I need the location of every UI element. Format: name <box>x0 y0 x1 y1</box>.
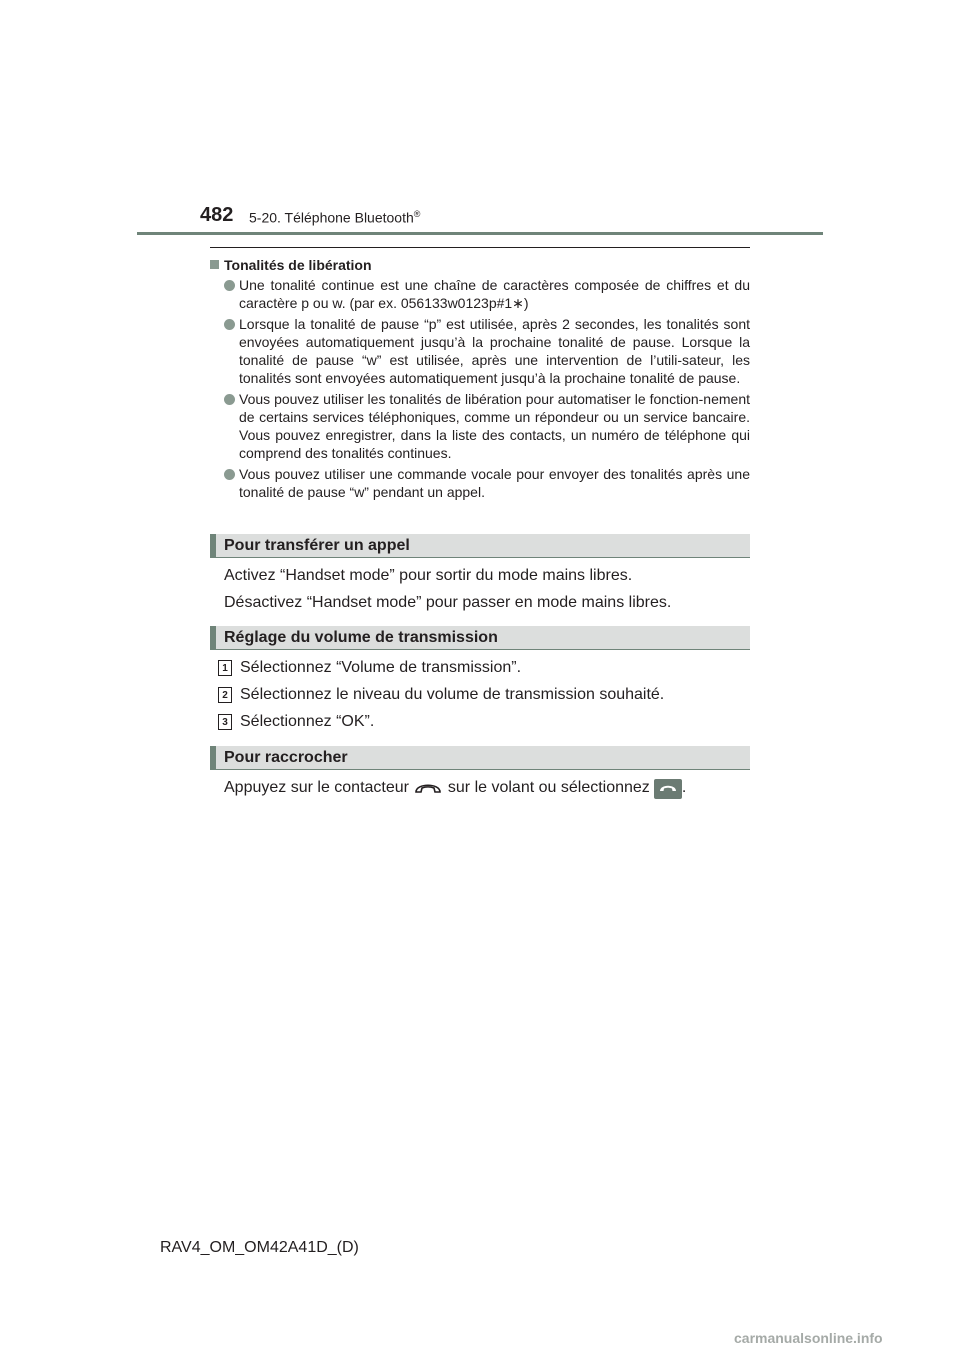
list-item <box>224 465 750 501</box>
step-text: Sélectionnez “Volume de transmission”. <box>240 659 522 676</box>
step-number-badge: 1 <box>218 660 232 676</box>
list-item-text: Une tonalité continue est une chaîne de caractères composée de chiffres et du caractère p ou w. (par ex. 056133w0123p#1∗) <box>239 277 750 311</box>
list-item-text: Vous pouvez utiliser les tonalités de libération pour automatiser le fonction-nement de certains services téléphoniques, comme un répondeur ou un service bancaire. Vous pouvez enregistrer, dans la liste des contacts, un numéro de téléphone qui comprend des tonalités continues. <box>239 391 750 461</box>
list-item-text: Vous pouvez utiliser une commande vocale pour envoyer des tonalités après une tonalité de pause “w” pendant un appel. <box>239 466 750 500</box>
step-text: Sélectionnez le niveau du volume de transmission souhaité. <box>240 686 665 703</box>
transfer-line-1: Activez “Handset mode” pour sortir du mode mains libres. <box>224 567 633 584</box>
transfer-line-2: Désactivez “Handset mode” pour passer en mode mains libres. <box>224 594 672 611</box>
circle-bullet-icon <box>224 319 235 330</box>
step-number-badge: 3 <box>218 714 232 730</box>
footer-code: RAV4_OM_OM42A41D_(D) <box>160 1239 359 1256</box>
step-number-badge: 2 <box>218 687 232 703</box>
list-item <box>224 315 750 387</box>
hang-up-button-icon <box>654 779 682 799</box>
release-tones-heading-text: Tonalités de libération <box>224 257 372 273</box>
hang-up-switch-icon <box>413 780 443 801</box>
volume-step-3 <box>218 713 374 731</box>
hangup-heading: Pour raccrocher <box>210 746 750 770</box>
registered-mark: ® <box>413 209 421 219</box>
section-title-text: 5-20. Téléphone Bluetooth <box>249 209 414 226</box>
list-item <box>224 276 750 312</box>
watermark: carmanualsonline.info <box>734 1330 883 1346</box>
hangup-text-after: . <box>681 779 687 796</box>
circle-bullet-icon <box>224 280 235 291</box>
volume-step-1 <box>218 659 521 677</box>
circle-bullet-icon <box>224 394 235 405</box>
header-rule <box>137 232 823 235</box>
release-tones-list <box>224 276 750 504</box>
step-text: Sélectionnez “OK”. <box>240 713 375 730</box>
square-bullet-icon <box>210 260 219 269</box>
list-item-text: Lorsque la tonalité de pause “p” est utilisée, après 2 secondes, les tonalités sont envoyées automatiquement jusqu’à la prochaine tonalité de pause. Lorsque la tonalité de pause “w” est utilisée, après une intervention de l’utili-sateur, les tonalités sont envoyées automatiquement jusqu’à la prochaine tonalité de pause. <box>239 316 750 386</box>
section-title <box>249 209 420 226</box>
transfer-heading: Pour transférer un appel <box>210 534 750 558</box>
hangup-text-middle: sur le volant ou sélectionnez <box>447 779 650 796</box>
page-number: 482 <box>200 204 234 226</box>
volume-heading: Réglage du volume de transmission <box>210 626 750 650</box>
list-item <box>224 390 750 462</box>
release-tones-heading <box>210 257 372 273</box>
hangup-text-before: Appuyez sur le contacteur <box>224 779 409 796</box>
volume-step-2 <box>218 686 664 704</box>
circle-bullet-icon <box>224 469 235 480</box>
thin-rule <box>210 247 750 248</box>
hangup-text <box>224 779 686 801</box>
